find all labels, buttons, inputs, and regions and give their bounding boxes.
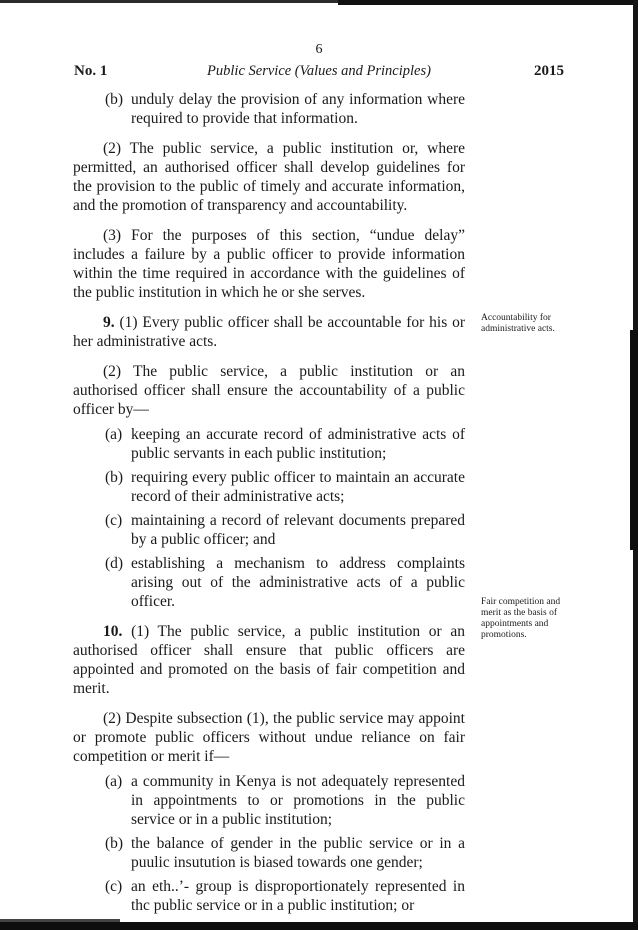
- margin-note-accountability: Accountability for administrative acts.: [481, 313, 555, 334]
- item-text: keeping an accurate record of administrative acts of public servants in each public institution;: [131, 426, 465, 462]
- subsection-2: (2) The public service, a public institution or, where permitted, an authorised officer shall develop guidelines for the provision to the public of timely and accurate information, and the promotion of transparency and accountability.: [73, 140, 465, 214]
- margin-note-fair-competition: Fair competition and merit as the basis of appointments and promotions.: [481, 597, 561, 640]
- section-9: [73, 313, 465, 351]
- list-item: [73, 511, 465, 549]
- item-label: (c): [105, 512, 123, 529]
- section-text: (1) The public service, a public institution or an authorised officer shall ensure that public officers are appointed and promoted on the basis of fair competition and merit.: [73, 623, 465, 697]
- item-label: (d): [105, 555, 124, 572]
- section-10-subsection-2: (2) Despite subsection (1), the public service may appoint or promote public officers without undue reliance on fair competition or merit if—: [73, 710, 465, 765]
- subsection-3: (3) For the purposes of this section, “undue delay” includes a failure by a public officer to provide information within the time required in accordance with the guidelines of the public institution in which he or she serves.: [73, 227, 465, 301]
- list-item: [73, 772, 465, 829]
- item-label: (a): [105, 773, 123, 790]
- list-item: [73, 90, 465, 128]
- item-text: maintaining a record of relevant documents prepared by a public officer; and: [131, 512, 465, 548]
- item-label: (b): [105, 469, 124, 486]
- section-number: 9.: [103, 314, 115, 331]
- list-item: [73, 877, 465, 915]
- page-number: 6: [315, 42, 323, 57]
- item-label: (b): [105, 91, 124, 108]
- item-text: a community in Kenya is not adequately represented in appointments to or promotions in the public service or in a public institution;: [131, 773, 465, 828]
- scan-edge-top-right: [338, 0, 638, 5]
- list-item: [73, 834, 465, 872]
- item-text: unduly delay the provision of any information where required to provide that information.: [131, 91, 465, 127]
- list-item: [73, 554, 465, 611]
- item-text: requiring every public officer to maintain an accurate record of their administrative acts;: [131, 469, 465, 505]
- section-9-subsection-2: (2) The public service, a public institution or an authorised officer shall ensure the accountability of a public officer by—: [73, 363, 465, 418]
- list-item: [73, 425, 465, 463]
- scan-edge-bottom: [0, 922, 638, 930]
- list-item: [73, 468, 465, 506]
- item-label: (b): [105, 835, 124, 852]
- act-number: No. 1: [74, 63, 108, 79]
- section-number: 10.: [103, 623, 123, 640]
- scan-edge-right-shadow: [630, 330, 638, 550]
- act-year: 2015: [534, 63, 564, 79]
- item-label: (c): [105, 878, 123, 895]
- item-text: an eth..’- group is disproportionately represented in thc public service or in a public institution; or: [131, 878, 465, 914]
- running-header: [74, 63, 564, 83]
- section-10: [73, 622, 465, 698]
- item-text: establishing a mechanism to address complaints arising out of the administrative acts of a public officer.: [131, 555, 465, 610]
- section-text: (1) Every public officer shall be accountable for his or her administrative acts.: [73, 314, 465, 350]
- act-title: Public Service (Values and Principles): [207, 63, 431, 79]
- item-label: (a): [105, 426, 123, 443]
- page-body: [73, 90, 465, 920]
- item-text: the balance of gender in the public service or in a puulic insutution is biased towards one gender;: [131, 835, 465, 871]
